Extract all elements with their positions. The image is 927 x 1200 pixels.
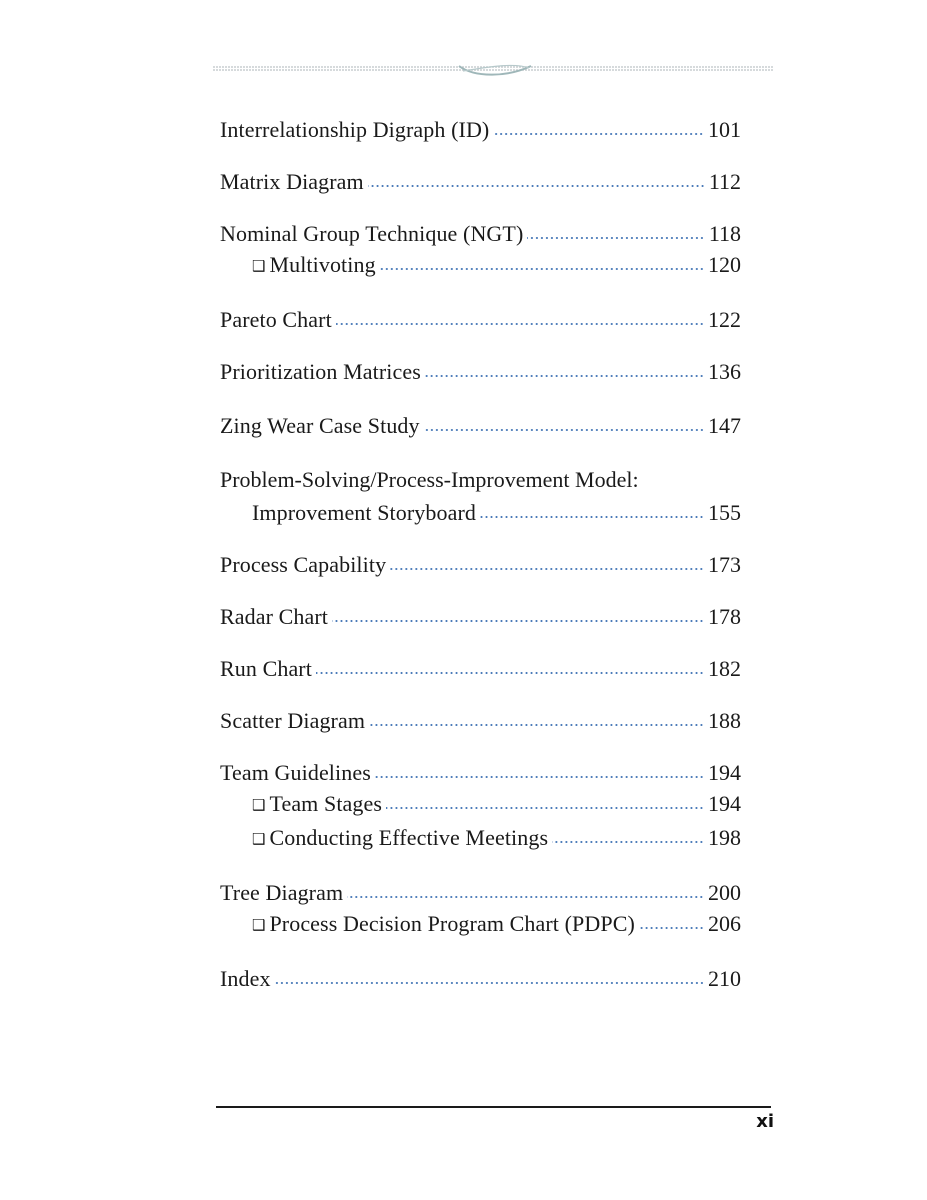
toc-entry-title: Problem-Solving/Process-Improvement Model: [220, 467, 639, 492]
toc-entry-page: 120 [708, 252, 741, 277]
footer-rule [216, 1106, 771, 1108]
toc-entry-continuation[interactable] [220, 497, 741, 528]
dot-leader [493, 132, 704, 136]
toc-entry[interactable] [220, 877, 741, 908]
toc-entry[interactable] [220, 963, 741, 994]
toc-entry[interactable] [220, 410, 741, 441]
dot-leader [336, 322, 704, 326]
toc-entry-title: Matrix Diagram [220, 169, 364, 194]
header-ornament [213, 58, 773, 80]
toc-entry[interactable] [220, 304, 741, 335]
toc-entry-title: Process Decision Program Chart (PDPC) [269, 911, 635, 936]
checkbox-bullet-icon: ❑ [252, 916, 266, 934]
dot-leader [347, 895, 704, 899]
toc-entry-title: Scatter Diagram [220, 708, 366, 733]
toc-subentry[interactable] [220, 908, 741, 942]
checkbox-bullet-icon: ❑ [252, 796, 266, 814]
toc-entry-page: 210 [708, 966, 741, 991]
toc-entry-title: Multivoting [269, 252, 376, 277]
toc-entry[interactable] [220, 757, 741, 788]
toc-entry-page: 200 [708, 880, 741, 905]
page-number: xi [756, 1111, 774, 1132]
toc-entry-page: 136 [708, 359, 741, 384]
toc-entry[interactable] [220, 356, 741, 387]
toc-entry-title: Zing Wear Case Study [220, 413, 420, 438]
toc-entry-page: 173 [708, 552, 741, 577]
dot-leader [425, 374, 704, 378]
dot-leader [527, 236, 704, 240]
dot-leader [332, 619, 704, 623]
toc-entry-title: Conducting Effective Meetings [269, 825, 549, 850]
dot-leader [386, 806, 704, 810]
dot-leader [375, 775, 704, 779]
toc-entry-title: Tree Diagram [220, 880, 344, 905]
toc-entry-title: Team Stages [269, 791, 383, 816]
toc-subentry[interactable] [220, 822, 741, 856]
toc-entry-page: 188 [708, 708, 741, 733]
toc-entry-title: Improvement Storyboard [252, 500, 476, 525]
toc-entry[interactable] [220, 114, 741, 145]
dot-leader [369, 723, 704, 727]
dot-leader [424, 428, 704, 432]
dot-leader [380, 267, 704, 271]
toc-entry-page: 101 [708, 117, 741, 142]
toc-entry-page: 155 [708, 500, 741, 525]
toc-entry[interactable] [220, 218, 741, 249]
dot-leader [639, 926, 704, 930]
toc-entry-title: Pareto Chart [220, 307, 332, 332]
table-of-contents [220, 114, 741, 994]
checkbox-bullet-icon: ❑ [252, 257, 266, 275]
toc-entry-title: Prioritization Matrices [220, 359, 421, 384]
dot-leader [368, 184, 705, 188]
toc-entry-page: 194 [708, 791, 741, 816]
toc-entry-page: 206 [708, 911, 741, 936]
dot-leader [480, 515, 704, 519]
toc-entry-page: 198 [708, 825, 741, 850]
toc-entry-page: 178 [708, 604, 741, 629]
toc-entry[interactable] [220, 166, 741, 197]
toc-entry[interactable] [220, 653, 741, 684]
checkbox-bullet-icon: ❑ [252, 830, 266, 848]
toc-entry[interactable] [220, 601, 741, 632]
dot-leader [316, 671, 704, 675]
toc-entry-title: Run Chart [220, 656, 312, 681]
toc-entry-page: 147 [708, 413, 741, 438]
toc-entry-page: 112 [708, 169, 741, 194]
dot-leader [390, 567, 704, 571]
toc-entry-title: Index [220, 966, 271, 991]
toc-entry-title: Interrelationship Digraph (ID) [220, 117, 490, 142]
dot-leader [275, 981, 704, 985]
dot-leader [552, 840, 704, 844]
toc-entry[interactable] [220, 705, 741, 736]
toc-entry-title: Nominal Group Technique (NGT) [220, 221, 524, 246]
toc-entry-page: 182 [708, 656, 741, 681]
toc-entry-title: Process Capability [220, 552, 387, 577]
toc-subentry[interactable] [220, 788, 741, 822]
toc-subentry[interactable] [220, 249, 741, 283]
toc-entry-page: 118 [708, 221, 741, 246]
toc-entry-page: 122 [708, 307, 741, 332]
toc-entry-title: Radar Chart [220, 604, 329, 629]
toc-entry-heading[interactable] [220, 464, 741, 495]
toc-entry-page: 194 [708, 760, 741, 785]
toc-entry-title: Team Guidelines [220, 760, 371, 785]
toc-entry[interactable] [220, 549, 741, 580]
